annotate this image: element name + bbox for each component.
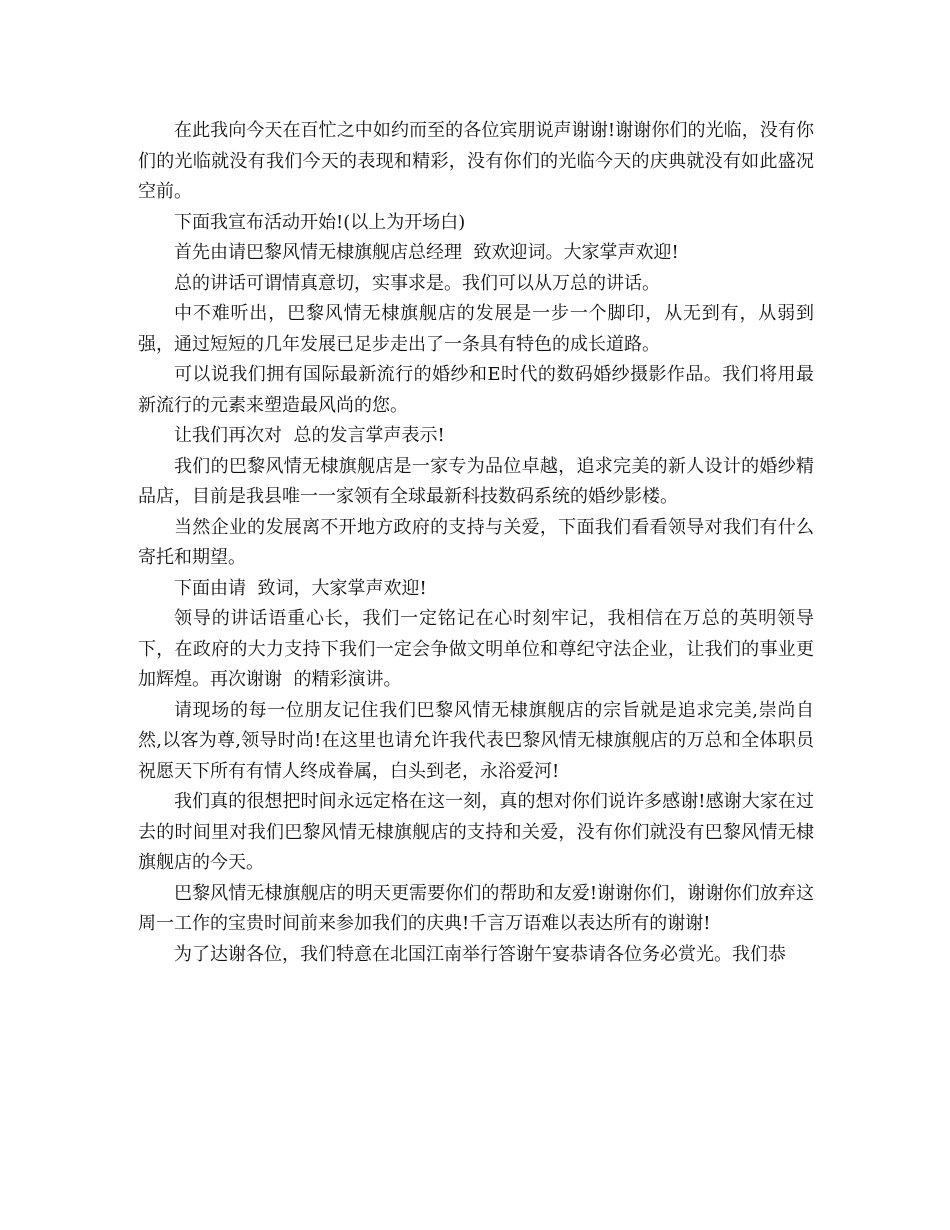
paragraph: 我们真的很想把时间永远定格在这一刻，真的想对你们说许多感谢!感谢大家在过去的时间里对我们巴黎风情无棣旗舰店的支持和关爱，没有你们就没有巴黎风情无棣旗舰店的今天。 [138, 791, 814, 873]
document-body [138, 116, 814, 970]
paragraph: 首先由请巴黎风情无棣旗舰店总经理 致欢迎词。大家掌声欢迎! [174, 242, 679, 263]
paragraph: 我们的巴黎风情无棣旗舰店是一家专为品位卓越，追求完美的新人设计的婚纱精品店，目前是我县唯一一家领有全球最新科技数码系统的婚纱影楼。 [138, 455, 814, 507]
paragraph: 在此我向今天在百忙之中如约而至的各位宾朋说声谢谢!谢谢你们的光临，没有你们的光临就没有我们今天的表现和精彩，没有你们的光临今天的庆典就没有如此盛况空前。 [138, 120, 814, 202]
paragraph: 巴黎风情无棣旗舰店的明天更需要你们的帮助和友爱!谢谢你们，谢谢你们放弃这周一工作的宝贵时间前来参加我们的庆典!千言万语难以表达所有的谢谢! [138, 882, 814, 934]
paragraph: 总的讲话可谓情真意切，实事求是。我们可以从万总的讲话。 [174, 272, 660, 294]
paragraph: 下面由请 致词，大家掌声欢迎! [174, 577, 427, 599]
paragraph: 可以说我们拥有国际最新流行的婚纱和E时代的数码婚纱摄影作品。我们将用最新流行的元素来塑造最风尚的您。 [138, 364, 814, 416]
paragraph: 下面我宣布活动开始!(以上为开场白) [174, 211, 466, 233]
paragraph: 请现场的每一位朋友记住我们巴黎风情无棣旗舰店的宗旨就是追求完美,崇尚自然,以客为尊,领导时尚!在这里也请允许我代表巴黎风情无棣旗舰店的万总和全体职员祝愿天下所有有情人终成眷属，白头到老，永浴爱河! [138, 699, 814, 782]
paragraph: 领导的讲话语重心长，我们一定铭记在心时刻牢记，我相信在万总的英明领导下，在政府的大力支持下我们一定会争做文明单位和尊纪守法企业，让我们的事业更加辉煌。再次谢谢 的精彩演讲。 [138, 608, 814, 690]
paragraph: 当然企业的发展离不开地方政府的支持与关爱，下面我们看看领导对我们有什么寄托和期望。 [138, 516, 814, 568]
paragraph: 中不难听出，巴黎风情无棣旗舰店的发展是一步一个脚印，从无到有，从弱到强，通过短短的几年发展已足步走出了一条具有特色的成长道路。 [138, 303, 814, 355]
paragraph: 为了达谢各位，我们特意在北国江南举行答谢午宴恭请各位务必赏光。我们恭 [174, 943, 786, 965]
paragraph: 让我们再次对 总的发言掌声表示! [174, 425, 445, 446]
